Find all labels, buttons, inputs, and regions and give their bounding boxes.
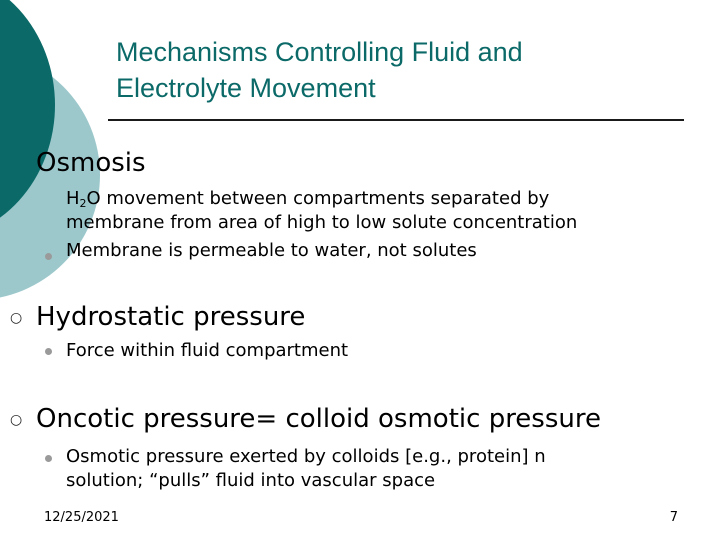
sub-bullet-text: Membrane is permeable to water, not solutes — [66, 240, 477, 261]
hollow-circle-bullet-icon: ○ — [10, 412, 23, 428]
title-underline — [108, 119, 684, 121]
sub-bullet-text-line-2: solution; “pulls” fluid into vascular space — [66, 470, 436, 491]
bullet-dot-icon — [45, 253, 52, 260]
sub-bullet-text: Osmotic pressure exerted by colloids [e.g., protein] n — [66, 446, 546, 467]
slide-title — [116, 34, 676, 106]
sub-bullet-text: $H_2O$ movement between compartments separated by — [66, 188, 550, 210]
page-number: 7 — [669, 510, 678, 525]
sub-bullet-text: Force within fluid compartment — [66, 340, 349, 361]
footer-date: 12/25/2021 — [44, 510, 119, 525]
bullet-label: Oncotic pressure= colloid osmotic pressure — [36, 404, 601, 434]
bullet-label: Osmosis — [36, 148, 146, 178]
sub-bullet-text-line-2: membrane from area of high to low solute concentration — [66, 212, 578, 233]
hollow-circle-bullet-icon: ○ — [10, 310, 23, 326]
bullet-dot-icon — [45, 455, 52, 462]
slide-title-line-1: Mechanisms Controlling Fluid and — [116, 37, 523, 67]
bullet-label: Hydrostatic pressure — [36, 302, 306, 332]
slide-title-line-2: Electrolyte Movement — [116, 73, 376, 103]
bullet-dot-icon — [45, 348, 52, 355]
